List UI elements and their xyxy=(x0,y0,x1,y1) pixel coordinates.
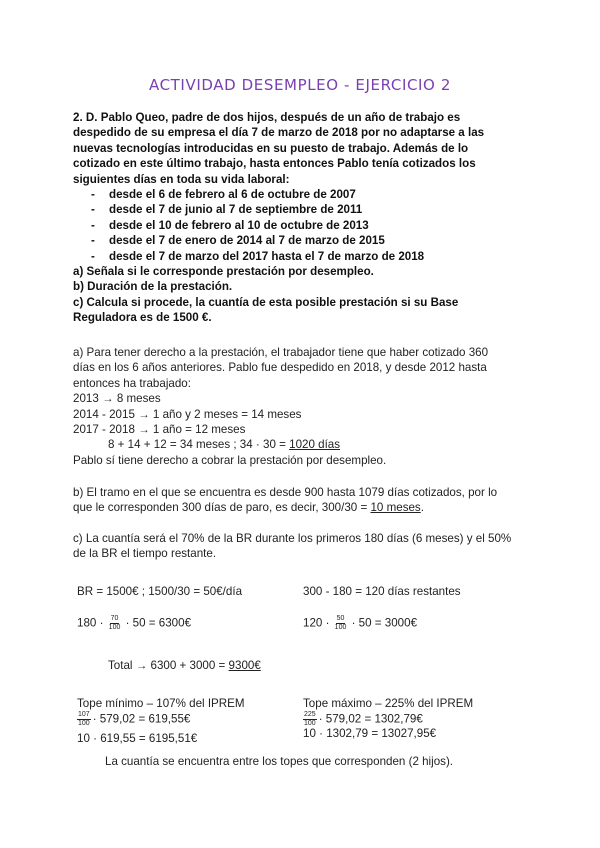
days-result: 1020 días xyxy=(289,438,341,452)
first-period-calc xyxy=(77,615,191,632)
answer-a-line: 2017 - 2018 → 1 año = 12 meses xyxy=(73,423,246,437)
bullet-marker: - xyxy=(91,218,95,232)
answer-b-line: b) El tramo en el que se encuentra es desde 900 hasta 1079 días cotizados, por lo xyxy=(73,486,498,499)
period-text: desde el 10 de febrero al 10 de octubre de 2013 xyxy=(109,218,369,232)
period-text: desde el 7 de marzo del 2017 hasta el 7 de marzo de 2018 xyxy=(109,249,425,263)
question-part: a) Señala si le corresponde prestación por desempleo. xyxy=(73,265,374,278)
answer-c-line: de la BR el tiempo restante. xyxy=(73,547,217,561)
question-statement xyxy=(73,110,484,187)
period-text: desde el 7 de enero de 2014 al 7 de marzo de 2015 xyxy=(109,234,385,248)
bullet-marker: - xyxy=(91,249,95,263)
calc-text: 120 · xyxy=(303,616,330,630)
question-line: despedido de su empresa el día 7 de marzo de 2018 por no adaptarse a las xyxy=(73,126,485,140)
answer-a-line: 2013 → 8 meses xyxy=(73,392,161,406)
fraction-denominator: 100 xyxy=(78,720,90,728)
question-line: nuevas tecnologías introducidas en su puesto de trabajo. Además de lo xyxy=(73,141,469,155)
tope-min-calc xyxy=(77,711,245,728)
period-item xyxy=(91,202,424,217)
answer-a-line: días en los 6 años anteriores. Pablo fue despedido en 2018, y desde 2012 hasta xyxy=(73,361,487,375)
calc-text: · 50 = 3000€ xyxy=(351,616,418,630)
period-text: desde el 7 de junio al 7 de septiembre de 2011 xyxy=(109,203,363,217)
total-calc xyxy=(108,658,261,673)
fraction-denominator: 100 xyxy=(108,624,121,631)
answer-c-line: c) La cuantía será el 70% de la BR durante los primeros 180 días (6 meses) y el 50% xyxy=(73,532,512,545)
question-part: c) Calcula si procede, la cuantía de esta posible prestación si su Base xyxy=(73,295,459,309)
calc-text: · 50 = 6300€ xyxy=(125,616,192,630)
tope-maximo xyxy=(303,696,473,742)
remaining-days-calc: 300 - 180 = 120 días restantes xyxy=(303,585,461,598)
calc-text: · 579,02 = 619,55€ xyxy=(92,712,191,726)
final-conclusion: La cuantía se encuentra entre los topes que corresponden (2 hijos). xyxy=(105,755,454,768)
period-list xyxy=(91,187,424,264)
answer-a-conclusion: Pablo sí tiene derecho a cobrar la prestación por desempleo. xyxy=(73,453,387,467)
page-title: ACTIVIDAD DESEMPLEO - EJERCICIO 2 xyxy=(149,76,451,94)
fraction-denominator: 100 xyxy=(304,720,316,728)
answer-a-line: 2014 - 2015 → 1 año y 2 meses = 14 meses xyxy=(73,407,302,421)
period-item xyxy=(91,187,424,202)
answer-c xyxy=(73,531,511,562)
question-part: b) Duración de la prestación. xyxy=(73,280,233,294)
answer-a xyxy=(73,345,488,468)
fraction xyxy=(77,711,91,728)
tope-min-total: 10 · 619,55 = 6195,51€ xyxy=(77,732,198,746)
answer-b-text: que le corresponden 300 días de paro, es decir, 300/30 = xyxy=(73,501,371,515)
second-period-calc xyxy=(303,615,417,632)
period-item xyxy=(91,249,424,264)
fraction-numerator: 50 xyxy=(336,615,345,622)
calc-text: 180 · xyxy=(77,616,104,630)
fraction-denominator: 100 xyxy=(334,624,347,631)
months-sum-text: 8 + 14 + 12 = 34 meses ; 34 · 30 = xyxy=(108,438,290,452)
fraction-numerator: 70 xyxy=(110,615,119,622)
period-item xyxy=(91,233,424,248)
months-sum xyxy=(73,437,488,452)
tope-minimo xyxy=(77,696,245,747)
bullet-marker: - xyxy=(91,188,95,201)
tope-max-total: 10 · 1302,79 = 13027,95€ xyxy=(303,727,437,741)
br-calc: BR = 1500€ ; 1500/30 = 50€/día xyxy=(77,585,243,598)
fraction xyxy=(335,615,347,632)
calc-text: · 579,02 = 1302,79€ xyxy=(318,712,423,726)
answer-a-line: a) Para tener derecho a la prestación, el trabajador tiene que haber cotizado 360 xyxy=(73,346,489,359)
question-parts xyxy=(73,264,458,326)
tope-min-title: Tope mínimo – 107% del IPREM xyxy=(77,697,245,710)
bullet-marker: - xyxy=(91,203,95,217)
total-text: Total → 6300 + 3000 = xyxy=(108,659,229,672)
period-mark: . xyxy=(420,501,424,515)
fraction xyxy=(109,615,121,632)
answer-b xyxy=(73,485,497,516)
question-part: Reguladora es de 1500 €. xyxy=(73,311,212,325)
fraction-numerator: 107 xyxy=(78,711,90,719)
period-text: desde el 6 de febrero al 6 de octubre de 2007 xyxy=(109,188,356,201)
tope-max-title: Tope máximo – 225% del IPREM xyxy=(303,697,474,710)
answer-a-line: entonces ha trabajado: xyxy=(73,376,191,390)
period-item xyxy=(91,218,424,233)
answer-b-line xyxy=(73,500,497,515)
question-line: 2. D. Pablo Queo, padre de dos hijos, después de un año de trabajo es xyxy=(73,111,461,124)
question-line: cotizado en este último trabajo, hasta entonces Pablo tenía cotizados los xyxy=(73,157,476,171)
total-result: 9300€ xyxy=(228,659,261,672)
question-line: siguientes días en toda su vida laboral: xyxy=(73,172,290,186)
fraction-numerator: 225 xyxy=(304,711,316,719)
duration-result: 10 meses xyxy=(370,501,421,515)
bullet-marker: - xyxy=(91,234,95,248)
